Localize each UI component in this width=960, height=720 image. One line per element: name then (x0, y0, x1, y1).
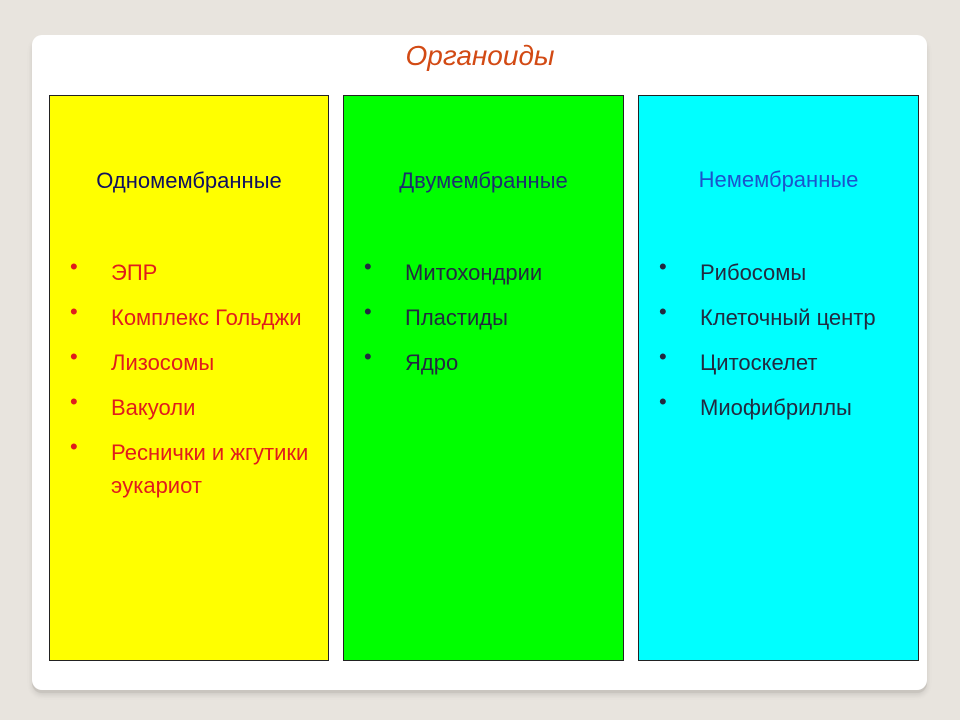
bullet-icon: • (659, 389, 667, 414)
column-single-membrane (49, 95, 329, 661)
list-item (364, 346, 615, 379)
column-heading: Немембранные (698, 167, 859, 192)
bullet-icon: • (659, 254, 667, 279)
page-title: Органоиды (405, 40, 555, 71)
list-item (659, 256, 910, 289)
list-item (659, 391, 910, 424)
bullet-icon: • (70, 254, 78, 279)
item-label: Комплекс Гольджи (111, 305, 302, 330)
column-double-membrane (343, 95, 624, 661)
bullet-icon: • (364, 254, 372, 279)
bullet-icon: • (70, 344, 78, 369)
bullet-icon: • (659, 344, 667, 369)
item-label: Клеточный центр (700, 305, 876, 330)
bullet-icon: • (70, 434, 78, 459)
list-item (70, 346, 320, 379)
item-label: Ядро (405, 350, 459, 375)
list-item (70, 391, 320, 424)
column-heading: Двумембранные (399, 168, 568, 193)
item-list (70, 256, 320, 514)
list-item (659, 346, 910, 379)
bullet-icon: • (364, 299, 372, 324)
bullet-icon: • (659, 299, 667, 324)
list-item (70, 301, 320, 334)
item-label: Рибосомы (700, 260, 807, 285)
item-label: Пластиды (405, 305, 508, 330)
item-label: Вакуоли (111, 395, 196, 420)
list-item (70, 436, 320, 502)
item-label: Цитоскелет (700, 350, 818, 375)
list-item (364, 301, 615, 334)
bullet-icon: • (70, 389, 78, 414)
item-label: Митохондрии (405, 260, 543, 285)
item-label: Лизосомы (111, 350, 215, 375)
item-list (659, 256, 910, 436)
column-non-membrane (638, 95, 919, 661)
item-list (364, 256, 615, 391)
column-heading: Одномембранные (96, 168, 282, 193)
list-item (364, 256, 615, 289)
item-label: Миофибриллы (700, 395, 852, 420)
item-label: ЭПР (111, 260, 158, 285)
list-item (659, 301, 910, 334)
item-label: Реснички и жгутики эукариот (111, 440, 309, 498)
list-item (70, 256, 320, 289)
bullet-icon: • (364, 344, 372, 369)
bullet-icon: • (70, 299, 78, 324)
